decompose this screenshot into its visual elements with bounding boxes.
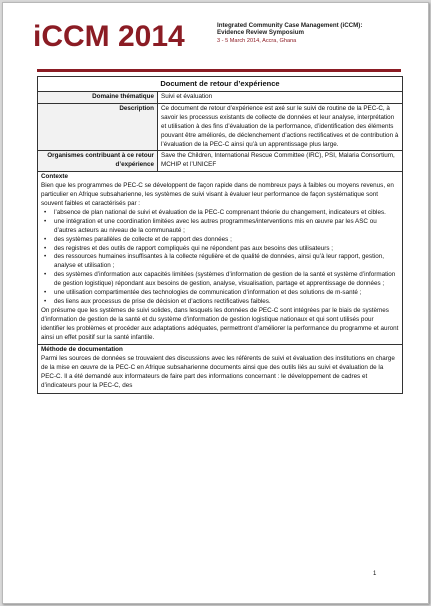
- context-heading: Contexte: [41, 173, 68, 181]
- list-item: • l’absence de plan national de suivi et évaluation de la PEC-C comprenant théorie du changement, indicateurs et cibles.: [54, 209, 399, 218]
- context-outro: On présume que les systèmes de suivi solides, dans lesquels les données de PEC-C sont intégrées par le biais de systèmes d’information de gestion de la santé et du système d’information de gestion logistique nationaux et qui sont utilisés pour identifier les problèmes et procéder aux adaptations adéquates, permettront d’améliorer la performance du programme et auront ainsi un effet positif sur la santé infantile.: [41, 306, 399, 341]
- row-value: Ce document de retour d’expérience est axé sur le suivi de routine de la PEC-C, à savoir les processus existants de collecte de données et leur analyse, interprétation et utilisation à des fins d’évaluation de la performance, d’identification des éléments pouvant être améliorés, de déclenchement d’actions rectificatives et de contribution à l’évaluation de la PEC-C ainsi qu’à un apprentissage plus large.: [161, 104, 399, 148]
- list-item: • une intégration et une coordination limitées avec les autres programmes/interventions mis en œuvre par les ASC ou d’autres acteurs au niveau de la communauté ;: [54, 218, 399, 236]
- row-label: Description: [38, 104, 158, 151]
- list-item: • des systèmes d’information aux capacités limitées (systèmes d’information de gestion de la santé et système d’information de gestion logistique) répondant aux besoins de gestion, analyse, visualisation, partage et apprentissage de données ;: [54, 271, 399, 289]
- row-organisations: [38, 151, 402, 172]
- document-title: Document de retour d’expérience: [38, 77, 402, 92]
- row-label: Organismes contribuant à ce retour d’expérience: [38, 151, 158, 171]
- context-intro: Bien que les programmes de PEC-C se développent de façon rapide dans de nombreux pays à faibles ou moyens revenus, en particulier en Afrique subsaharienne, les systèmes de suivi visant à évaluer leur performance de façon systématique sont souvent faibles et caractérisés par :: [41, 182, 394, 207]
- iccm-logo: iCCM 2014: [33, 20, 185, 53]
- document-page: [2, 2, 429, 604]
- list-item: • des registres et des outils de rapport compliqués qui ne répondent pas aux besoins des utilisateurs ;: [54, 245, 399, 254]
- symposium-header: [217, 22, 407, 45]
- method-section: [38, 345, 402, 393]
- context-bullet-list: [41, 209, 399, 307]
- row-thematic-area: [38, 92, 402, 104]
- method-heading: Méthode de documentation: [41, 346, 123, 354]
- list-item: • une utilisation compartimentée des technologies de communication d’information et des solutions de m-santé ;: [54, 289, 399, 298]
- context-section: [38, 172, 402, 345]
- symposium-title-1: Integrated Community Case Management (iCCM):: [217, 22, 363, 29]
- method-text: Parmi les sources de données se trouvaient des discussions avec les référents de suivi et évaluation des institutions en charge de la mise en œuvre de la PEC-C en Afrique subsaharienne documents ainsi que des outils liés au suivi et évaluation de la PEC-C. Il a été demandé aux informateurs de faire part des informations concernant : le développement de cadres et d’indicateurs pour la PEC-C, des: [41, 355, 395, 390]
- row-description: [38, 104, 402, 152]
- row-value: Save the Children, International Rescue Committee (IRC), PSI, Malaria Consortium, MCHIP et l’UNICEF: [161, 152, 395, 169]
- list-item: • des ressources humaines insuffisantes à la collecte régulière et de qualité de données, ainsi qu’à leur rapport, gestion, analyse et utilisation ;: [54, 253, 399, 271]
- list-item: • des systèmes parallèles de collecte et de rapport des données ;: [54, 236, 399, 245]
- list-item: • des liens aux processus de prise de décision et d’actions rectificatives faibles.: [54, 298, 399, 307]
- document-table: [37, 76, 403, 394]
- symposium-title-2: Evidence Review Symposium: [217, 29, 305, 37]
- row-value: Suivi et évaluation: [161, 93, 213, 100]
- page-number: 1: [373, 571, 377, 577]
- header-rule: [37, 69, 401, 72]
- row-label: Domaine thématique: [38, 92, 158, 103]
- symposium-date: 3 - 5 March 2014, Accra, Ghana: [217, 37, 297, 44]
